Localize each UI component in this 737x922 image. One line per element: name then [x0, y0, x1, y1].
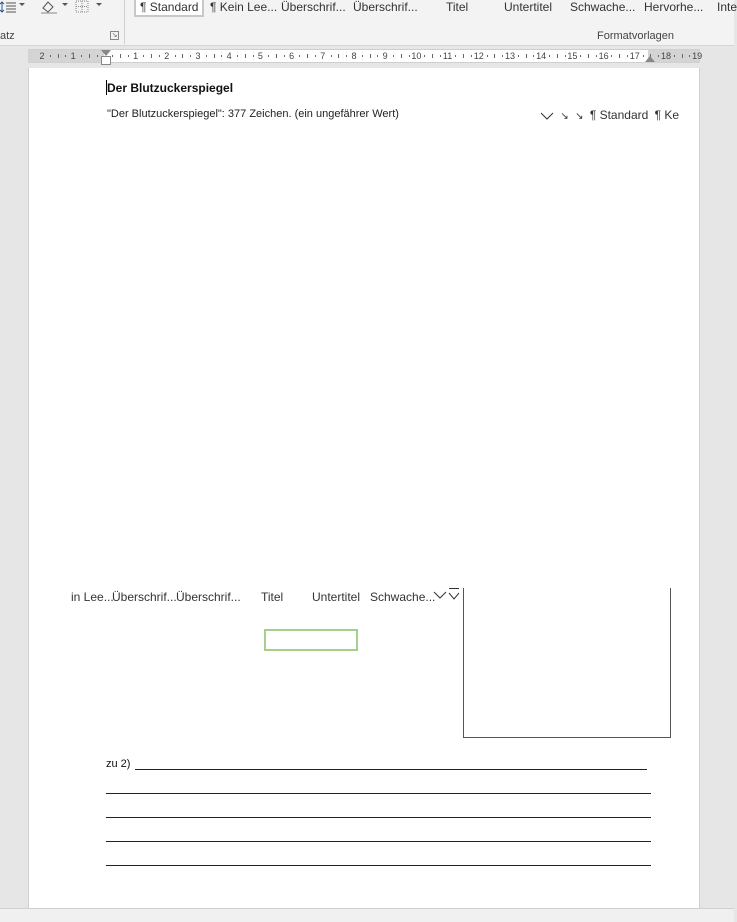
ruler-tick-label: 7	[320, 51, 326, 61]
ruler-tick-mark	[619, 54, 620, 58]
ruler-tick-mark	[682, 54, 683, 58]
style-kein-leerraum[interactable]: ¶ Kein Lee...	[210, 0, 278, 14]
mini-style-kein: ¶ Ke	[654, 108, 680, 122]
group-divider	[124, 0, 125, 44]
ruler-tick-label: 11	[442, 51, 453, 61]
chevron-down-icon[interactable]	[19, 2, 25, 16]
ruler-tick-mark	[120, 54, 121, 58]
ruler-tick-label: 4	[226, 51, 232, 61]
ruler-tick-mark	[370, 54, 371, 58]
horizontal-ruler[interactable]	[28, 49, 703, 63]
ruler-tick-mark	[362, 55, 363, 57]
ruler-tick-mark	[143, 55, 144, 57]
chevron-down-icon[interactable]	[62, 2, 68, 16]
pasted-styles-fragment	[537, 108, 679, 122]
dialog-launcher-icon: ↘	[560, 111, 569, 122]
ruler-tick-label: 17	[629, 51, 640, 61]
ruler-tick-mark	[643, 55, 644, 57]
ruler-tick-mark	[455, 55, 456, 57]
ruler-tick-mark	[175, 55, 176, 57]
ruler-tick-mark	[151, 54, 152, 58]
answer-line[interactable]	[106, 841, 651, 842]
ruler-tick-label: 8	[351, 51, 357, 61]
drawing-frame[interactable]	[463, 588, 671, 738]
ruler-tick-mark	[463, 54, 464, 58]
ruler-tick-mark	[393, 55, 394, 57]
style-hervorhebung[interactable]: Hervorhe...	[644, 0, 704, 14]
borders-icon[interactable]	[75, 0, 91, 14]
right-indent-handle[interactable]	[645, 56, 655, 62]
overline-mark	[449, 588, 459, 589]
ruler-tick-mark	[97, 55, 98, 57]
character-count-text[interactable]: "Der Blutzuckerspiegel": 377 Zeichen. (ein ungefährer Wert)	[107, 108, 399, 120]
style-titel[interactable]: Titel	[446, 0, 469, 14]
ruler-tick-label: 2	[164, 51, 170, 61]
ruler-tick-mark	[112, 55, 113, 57]
chevron-down-icon	[433, 590, 447, 600]
ruler-tick-mark	[331, 55, 332, 57]
ruler-tick-label: 6	[289, 51, 295, 61]
ruler-tick-label: 13	[504, 51, 515, 61]
dialog-launcher-icon: ↘	[575, 111, 584, 122]
ruler-tick-label: 18	[660, 51, 671, 61]
answer-line[interactable]	[106, 865, 651, 866]
pasted-style-item: Überschrif...	[112, 590, 177, 604]
pasted-style-item: Schwache...	[370, 590, 436, 604]
ruler-tick-mark	[50, 55, 51, 57]
ruler-tick-label: 10	[411, 51, 422, 61]
style-ueberschrift-2[interactable]: Überschrif...	[353, 0, 418, 14]
ruler-tick-mark	[81, 55, 82, 57]
style-standard[interactable]: ¶ Standard	[134, 0, 204, 17]
ruler-tick-mark	[432, 54, 433, 58]
ruler-tick-mark	[182, 54, 183, 58]
ruler-tick-mark	[299, 55, 300, 57]
ruler-tick-label: 16	[598, 51, 609, 61]
ruler-tick-label: 3	[195, 51, 201, 61]
chevron-down-icon[interactable]	[96, 2, 102, 16]
pasted-style-item: Untertitel	[312, 590, 361, 604]
pasted-style-item: Titel	[261, 590, 284, 604]
pasted-style-gallery	[71, 590, 511, 606]
ribbon	[0, 0, 737, 46]
mini-style-standard: ¶ Standard	[589, 108, 649, 122]
ruler-tick-mark	[588, 54, 589, 58]
styles-group-label: Formatvorlagen	[597, 30, 675, 42]
style-schwache-hervorhebung[interactable]: Schwache...	[570, 0, 636, 14]
document-title[interactable]: Der Blutzuckerspiegel	[107, 81, 234, 95]
ruler-tick-mark	[424, 55, 425, 57]
line-spacing-icon[interactable]	[0, 0, 18, 14]
ruler-tick-label: 14	[536, 51, 547, 61]
ruler-tick-mark	[401, 54, 402, 58]
ruler-tick-mark	[580, 55, 581, 57]
ruler-tick-mark	[58, 54, 59, 58]
ruler-tick-mark	[487, 55, 488, 57]
ruler-tick-mark	[206, 55, 207, 57]
highlight-box	[264, 629, 358, 651]
chevron-down-icon	[540, 111, 554, 121]
ruler-tick-mark	[494, 54, 495, 58]
ruler-tick-mark	[276, 54, 277, 58]
ruler-tick-label: 2	[39, 51, 45, 61]
ruler-tick-mark	[245, 54, 246, 58]
answer-label: zu 2)	[106, 758, 131, 770]
ruler-tick-mark	[557, 54, 558, 58]
answer-line[interactable]	[135, 769, 647, 770]
ruler-tick-label: 1	[70, 51, 76, 61]
pasted-style-item: Überschrif...	[176, 590, 241, 604]
ruler-tick-mark	[549, 55, 550, 57]
ruler-tick-mark	[338, 54, 339, 58]
ruler-tick-mark	[237, 55, 238, 57]
ruler-tick-label: 15	[567, 51, 578, 61]
ruler-tick-label: 5	[257, 51, 263, 61]
ruler-tick-label: 1	[133, 51, 139, 61]
paragraph-group-label: atz	[0, 30, 15, 42]
pasted-style-item: in Lee...	[71, 590, 114, 604]
ruler-tick-mark	[518, 55, 519, 57]
left-indent-handle[interactable]	[101, 56, 111, 65]
ruler-tick-mark	[674, 55, 675, 57]
answer-line[interactable]	[106, 817, 651, 818]
ruler-tick-mark	[611, 55, 612, 57]
ruler-tick-mark	[214, 54, 215, 58]
style-untertitel[interactable]: Untertitel	[504, 0, 553, 14]
answer-line[interactable]	[106, 793, 651, 794]
ruler-tick-label: 12	[473, 51, 484, 61]
ruler-tick-mark	[89, 54, 90, 58]
chevron-down-icon	[448, 591, 460, 601]
ruler-tick-label: 9	[382, 51, 388, 61]
style-ueberschrift-1[interactable]: Überschrif...	[281, 0, 346, 14]
ruler-tick-mark	[307, 54, 308, 58]
status-bar	[0, 908, 734, 922]
style-intensive[interactable]: Inte	[717, 0, 737, 14]
shading-icon[interactable]	[40, 0, 58, 14]
ruler-tick-label: 19	[692, 51, 703, 61]
ruler-tick-mark	[526, 54, 527, 58]
dialog-launcher-icon[interactable]: ↘	[111, 32, 118, 39]
ruler-tick-mark	[268, 55, 269, 57]
document-page[interactable]	[28, 68, 700, 908]
